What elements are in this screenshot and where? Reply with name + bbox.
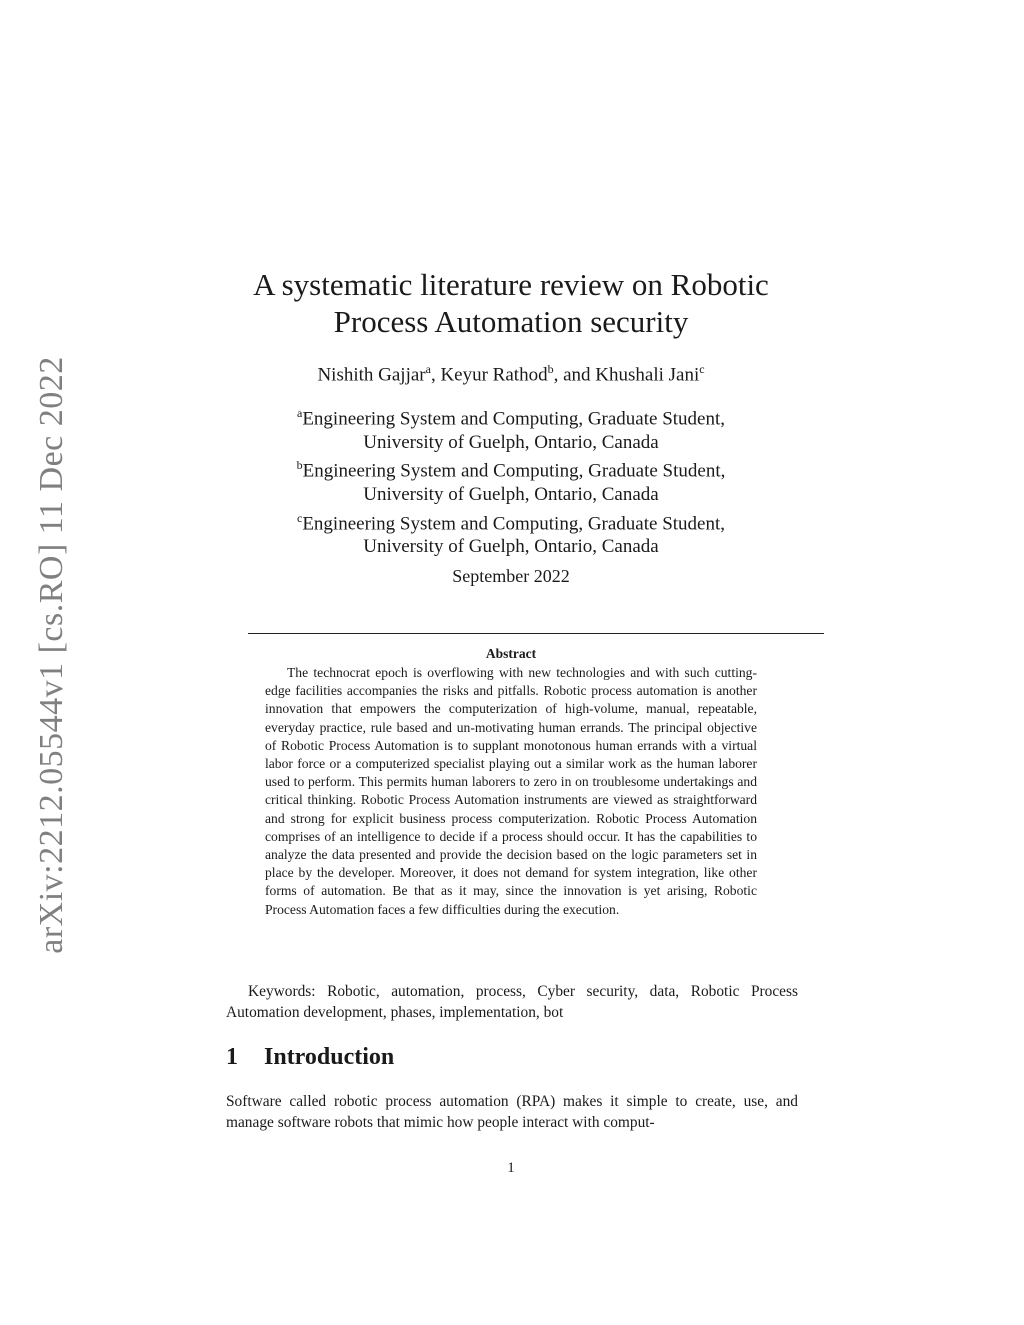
- abstract-heading: Abstract: [485, 646, 537, 661]
- affiliation-line: University of Guelph, Ontario, Canada: [363, 431, 659, 453]
- page-number: 1: [507, 1160, 515, 1176]
- divider-rule: [248, 633, 824, 634]
- section-heading: [226, 1044, 394, 1071]
- affiliation-line: University of Guelph, Ontario, Canada: [363, 536, 659, 558]
- affiliation-line: [150, 507, 872, 536]
- author-mark: b: [547, 362, 554, 376]
- author-separator: , and: [553, 364, 596, 386]
- publication-date: September 2022: [452, 566, 570, 586]
- affiliation-mark: c: [296, 510, 303, 525]
- author-name: Khushali Jani: [595, 364, 700, 386]
- author-list: [150, 362, 872, 386]
- paper-title: [150, 266, 872, 340]
- affiliation-text: Engineering System and Computing, Graduate Student,: [302, 512, 725, 534]
- author-separator: ,: [430, 364, 441, 386]
- affiliation-text: Engineering System and Computing, Graduate Student,: [302, 460, 726, 482]
- arxiv-identifier: arXiv:2212.05544v1 [cs.RO] 11 Dec 2022: [33, 356, 70, 954]
- author-name: Keyur Rathod: [440, 364, 548, 386]
- affiliation-line: University of Guelph, Ontario, Canada: [363, 484, 659, 506]
- affiliation-line: [150, 402, 872, 431]
- section-number: 1: [226, 1044, 238, 1070]
- author-name: Nishith Gajjar: [317, 364, 426, 386]
- keywords: Keywords: Robotic, automation, process, Cyber security, data, Robotic Process Automation development, phases, implementation, bot: [226, 983, 798, 1021]
- affiliation-mark: a: [296, 406, 303, 420]
- abstract-body: The technocrat epoch is overflowing with new technologies and with such cutting-edge facilities accompanies the risks and pitfalls. Robotic process automation is another innovation that empowers the computerization of high-volume, manual, repeatable, everyday practice, rule based and un-motivating human errands. The principal objective of Robotic Process Automation is to supplant monotonous human errands with a virtual labor force or a computerized specialist playing out a similar work as the human laborer used to perform. This permits human laborers to zero in on troublesome undertakings and critical thinking. Robotic Process Automation instruments are viewed as straightforward and strong for explicit business process computerization. Robotic Process Automation comprises of an intelligence to decide if a process should occur. It has the capabilities to analyze the data presented and provide the decision based on the logic parameters set in place by the developer. Moreover, it does not demand for system integration, like other forms of automation. Be that as it may, since the innovation is yet arising, Robotic Process Automation faces a few difficulties during the execution.: [265, 665, 757, 917]
- title-line-2: Process Automation security: [333, 304, 689, 339]
- affiliation-text: Engineering System and Computing, Graduate Student,: [302, 408, 725, 430]
- title-line-1: A systematic literature review on Robotic: [253, 267, 769, 302]
- author-mark: c: [699, 362, 705, 376]
- author-mark: a: [425, 362, 431, 376]
- affiliation-list: [150, 402, 872, 559]
- affiliation-line: [150, 454, 872, 483]
- intro-paragraph: Software called robotic process automation (RPA) makes it simple to create, use, and manage software robots that mimic how people interact with comput-: [226, 1093, 798, 1131]
- affiliation-mark: b: [296, 458, 303, 473]
- section-title: Introduction: [264, 1044, 395, 1070]
